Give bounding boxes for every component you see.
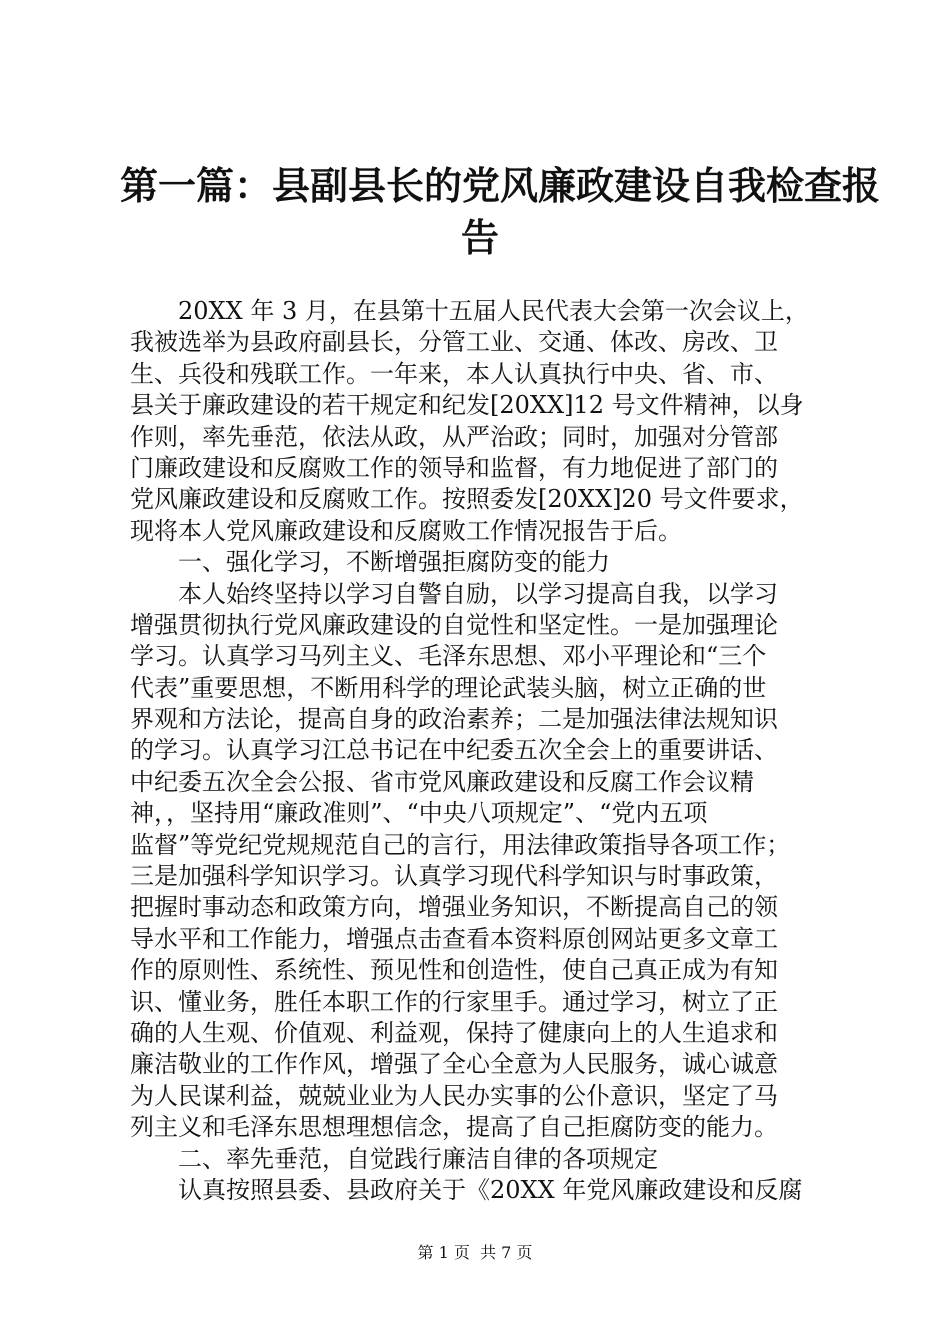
paragraph-line: 本人始终坚持以学习自警自励，以学习提高自我，以学习 (178, 579, 778, 608)
paragraph-line: 为人民谋利益，兢兢业业为人民办实事的公仆意识，坚定了马 (130, 1081, 778, 1110)
paragraph-line: 确的人生观、价值观、利益观，保持了健康向上的人生追求和 (130, 1018, 778, 1047)
paragraph-line: 20XX 年 3 月，在县第十五届人民代表大会第一次会议上， (178, 297, 809, 325)
paragraph-line: 我被选举为县政府副县长，分管工业、交通、体改、房改、卫 (130, 328, 778, 357)
paragraph-line: 生、兵役和残联工作。一年来，本人认真执行中央、省、市、 (130, 359, 778, 388)
document-title (120, 160, 881, 264)
title-line: 告 (460, 215, 499, 260)
paragraph-line: 学习。认真学习马列主义、毛泽东思想、邓小平理论和“三个 (130, 642, 767, 671)
paragraph-line: 认真按照县委、县政府关于《20XX 年党风廉政建设和反腐 (178, 1175, 803, 1204)
paragraph-line: 中纪委五次全会公报、省市党风廉政建设和反腐工作会议精 (130, 767, 754, 796)
paragraph-line: 增强贯彻执行党风廉政建设的自觉性和坚定性。一是加强理论 (130, 610, 778, 639)
paragraph-line: 列主义和毛泽东思想理想信念，提高了自己拒腐防变的能力。 (130, 1113, 778, 1142)
page-number: 第 1 页 共 7 页 (417, 1243, 533, 1262)
paragraph-line: 县关于廉政建设的若干规定和纪发[20XX]12 号文件精神，以身 (130, 391, 804, 420)
paragraph-line: 三是加强科学知识学习。认真学习现代科学知识与时事政策， (130, 862, 778, 891)
paragraph-line: 作则，率先垂范，依法从政，从严治政；同时，加强对分管部 (130, 422, 778, 451)
section-heading: 二、率先垂范，自觉践行廉洁自律的各项规定 (178, 1144, 658, 1173)
paragraph-line: 监督”等党纪党规规范自己的言行，用法律政策指导各项工作； (130, 830, 791, 859)
document-body (130, 296, 835, 1206)
paragraph-line: 把握时事动态和政策方向，增强业务知识，不断提高自己的领 (130, 893, 778, 922)
section-heading: 一、强化学习，不断增强拒腐防变的能力 (178, 548, 610, 577)
paragraph-line: 的学习。认真学习江总书记在中纪委五次全会上的重要讲话、 (130, 736, 778, 765)
paragraph-line: 代表”重要思想，不断用科学的理论武装头脑，树立正确的世 (130, 673, 767, 702)
paragraph-line: 门廉政建设和反腐败工作的领导和监督，有力地促进了部门的 (130, 453, 778, 482)
paragraph-line: 现将本人党风廉政建设和反腐败工作情况报告于后。 (130, 516, 682, 545)
paragraph-line: 神，，坚持用“廉政准则”、“中央八项规定”、“党内五项 (130, 799, 708, 828)
paragraph-line: 识、懂业务，胜任本职工作的行家里手。通过学习，树立了正 (130, 987, 778, 1016)
page-footer (0, 1242, 950, 1264)
paragraph-line: 导水平和工作能力，增强点击查看本资料原创网站更多文章工 (130, 924, 778, 953)
paragraph-line: 党风廉政建设和反腐败工作。按照委发[20XX]20 号文件要求， (130, 485, 804, 514)
paragraph-line: 作的原则性、系统性、预见性和创造性，使自己真正成为有知 (130, 956, 778, 985)
paragraph-line: 界观和方法论，提高自身的政治素养；二是加强法律法规知识 (130, 705, 778, 734)
paragraph-line: 廉洁敬业的工作作风，增强了全心全意为人民服务，诚心诚意 (130, 1050, 778, 1079)
title-line: 第一篇：县副县长的党风廉政建设自我检查报 (120, 163, 881, 208)
